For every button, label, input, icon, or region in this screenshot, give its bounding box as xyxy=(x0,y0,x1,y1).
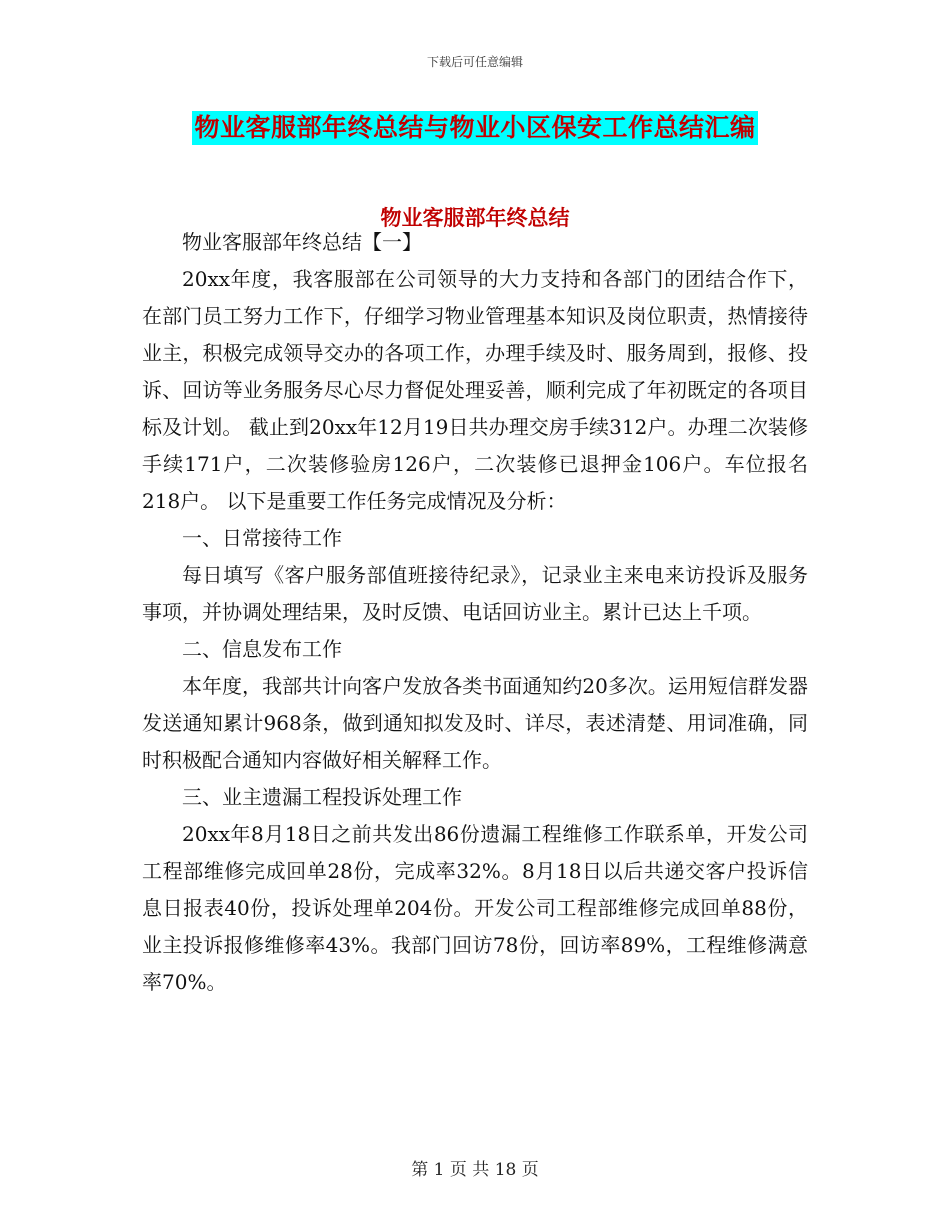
document-title: 物业客服部年终总结与物业小区保安工作总结汇编 xyxy=(192,111,757,145)
paragraph-heading: 物业客服部年终总结【一】 xyxy=(182,230,422,254)
paragraph: 20xx年8月18日之前共发出86份遗漏工程维修工作联系单，开发公司工程部维修完成回单28份，完成率32%。8月18日以后共递交客户投诉信息日报表40份，投诉处理单204份。开发公司工程部维修完成回单88份，业主投诉报修维修率43%。我部门回访78份，回访率89%，工程维修满意率70%。 xyxy=(142,822,808,994)
section-title: 物业客服部年终总结 xyxy=(380,205,570,230)
paragraph-heading: 二、信息发布工作 xyxy=(182,637,342,661)
paragraph: 每日填写《客户服务部值班接待纪录》，记录业主来电来访投诉及服务事项，并协调处理结果，及时反馈、电话回访业主。累计已达上千项。 xyxy=(142,563,808,624)
paragraph-heading: 三、业主遗漏工程投诉处理工作 xyxy=(182,785,462,809)
header-note: 下载后可任意编辑 xyxy=(426,55,523,69)
document-title-wrapper xyxy=(0,111,950,145)
paragraph-heading: 一、日常接待工作 xyxy=(182,526,342,550)
page-footer: 第 1 页 共 18 页 xyxy=(411,1160,539,1180)
paragraph: 本年度，我部共计向客户发放各类书面通知约20多次。运用短信群发器发送通知累计968条，做到通知拟发及时、详尽，表述清楚、用词准确，同时积极配合通知内容做好相关解释工作。 xyxy=(142,674,808,772)
paragraph: 20xx年度，我客服部在公司领导的大力支持和各部门的团结合作下，在部门员工努力工作下，仔细学习物业管理基本知识及岗位职责，热情接待业主，积极完成领导交办的各项工作，办理手续及时、服务周到，报修、投诉、回访等业务服务尽心尽力督促处理妥善，顺利完成了年初既定的各项目标及计划。 截止到20xx年12月19日共办理交房手续312户。办理二次装修手续171户，二次装修验房126户，二次装修已退押金106户。车位报名218户。 以下是重要工作任务完成情况及分析： xyxy=(142,267,808,513)
document-body xyxy=(142,224,808,1001)
